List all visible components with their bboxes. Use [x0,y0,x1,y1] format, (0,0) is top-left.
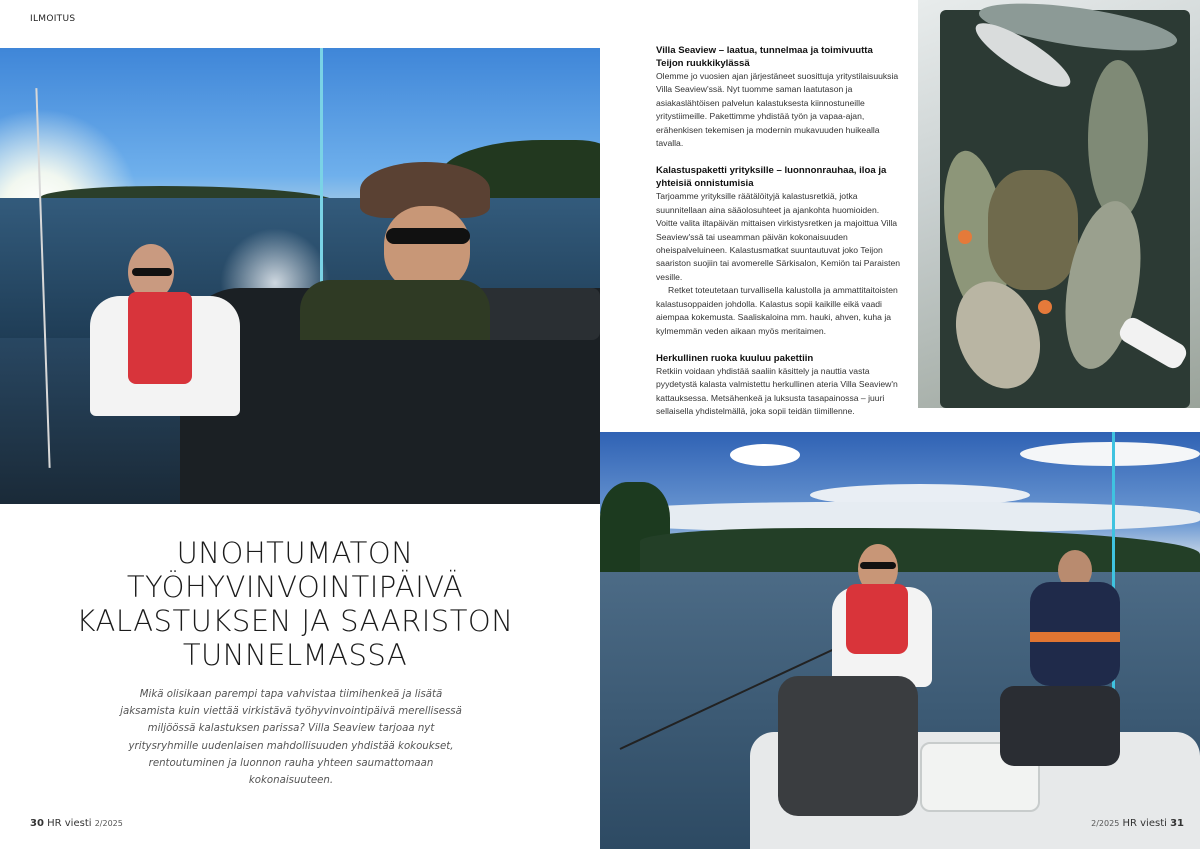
title-line: TUNNELMASSA [182,638,408,672]
article-body [656,44,901,419]
intro-paragraph: Mikä olisikaan parempi tapa vahvistaa tiimihenkeä ja lisätä jaksamista kuin viettää virkistävä työhyvinvointipäivä merellisessä miljöössä kalastuksen parissa? Villa Seaview tarjoaa nyt yritysryhmille uudenlaisen mahdollisuuden yhdistää kokoukset, rentoutuminen ja luonnon rauha yhteen saumattomaan kokonaisuuteen. [120,689,462,787]
title-line: TYÖHYVINVOINTIPÄIVÄ [126,570,464,604]
section-heading: Villa Seaview – laatua, tunnelmaa ja toimivuutta Teijon ruukkikylässä [656,45,873,69]
page-number: 31 [1170,818,1184,829]
jacket [300,280,490,340]
life-vest [846,584,908,654]
sunglasses [860,562,896,569]
paragraph: Tarjoamme yrityksille räätälöityjä kalastusretkiä, jotka suunnitellaan aina sääolosuhteet ja ajankohta huomioiden. Voitte valita iltapäivän mittaisen virkistysretken ja majoittua Villa Seaview'ssä tai useamman päivän kokonaisuuden oheispalveluineen. Kalastusmatkat suuntautuvat joko Teijon saariston suojiin tai avomerelle Särkisalon, Kemiön tai Paraisten vesille. [656,191,901,282]
sunglasses [132,268,172,276]
treeline [640,528,1200,572]
section-heading: Herkullinen ruoka kuuluu pakettiin [656,352,814,364]
cloud [1020,442,1200,466]
publication-name: HR viesti [47,818,92,829]
issue-number: 2/2025 [94,819,123,828]
jacket-stripe [1030,632,1120,642]
publication-name: HR viesti [1122,818,1167,829]
article-title [60,536,530,672]
fish-catch-photo [918,0,1200,408]
issue-number: 2/2025 [1091,819,1120,828]
trousers [778,676,918,816]
title-line: UNOHTUMATON [176,536,414,570]
paragraph: Olemme jo vuosien ajan järjestäneet suosittuja yritystilaisuuksia Villa Seaview'ssä. Nyt tuomme saman laatutason ja asiakaslähtöisen palvelun kalastuksesta kiinnostuneille yritystiimeille. Pakettimme yhdistää työn ja vapaa-ajan, erähenkisen tekemisen ja modernin mukavuuden huikealla tavalla. [656,71,899,149]
title-line: KALASTUKSEN JA SAARISTON [76,604,514,638]
fin [1038,300,1052,314]
trousers [1000,686,1120,766]
sunglasses [386,228,470,244]
fin [958,230,972,244]
life-vest [128,292,192,384]
fish [988,170,1078,290]
paragraph: Retkiin voidaan yhdistää saaliin käsittely ja nauttia vasta pyydetystä kalasta valmistettu herkullinen ateria Villa Seaview'n kattauksessa. Metsähenkeä ja luksusta tasapainossa – juuri sellaisella yhdistelmällä, joka sopii teidän tiimillenne. [656,365,898,417]
footer-left [30,818,123,829]
footer-right [1091,818,1184,829]
fish [1088,60,1148,220]
cloud [730,444,800,466]
fishing-photo [600,432,1200,849]
fishing-rod [320,48,323,298]
boat-photo [0,48,600,504]
section-heading: Kalastuspaketti yrityksille – luonnonrauhaa, iloa ja yhteisiä onnistumisia [656,165,887,190]
section-label: ILMOITUS [30,14,76,24]
page-number: 30 [30,818,44,829]
paragraph: Retket toteutetaan turvallisella kalustolla ja ammattitaitoisten kalastusoppaiden johdolla. Kalastus sopii kaikille eikä vaadi aiempaa kokemusta. Saaliskaloina mm. hauki, ahven, kuha ja kylmemmän veden aikaan myös meritaimen. [656,285,898,336]
